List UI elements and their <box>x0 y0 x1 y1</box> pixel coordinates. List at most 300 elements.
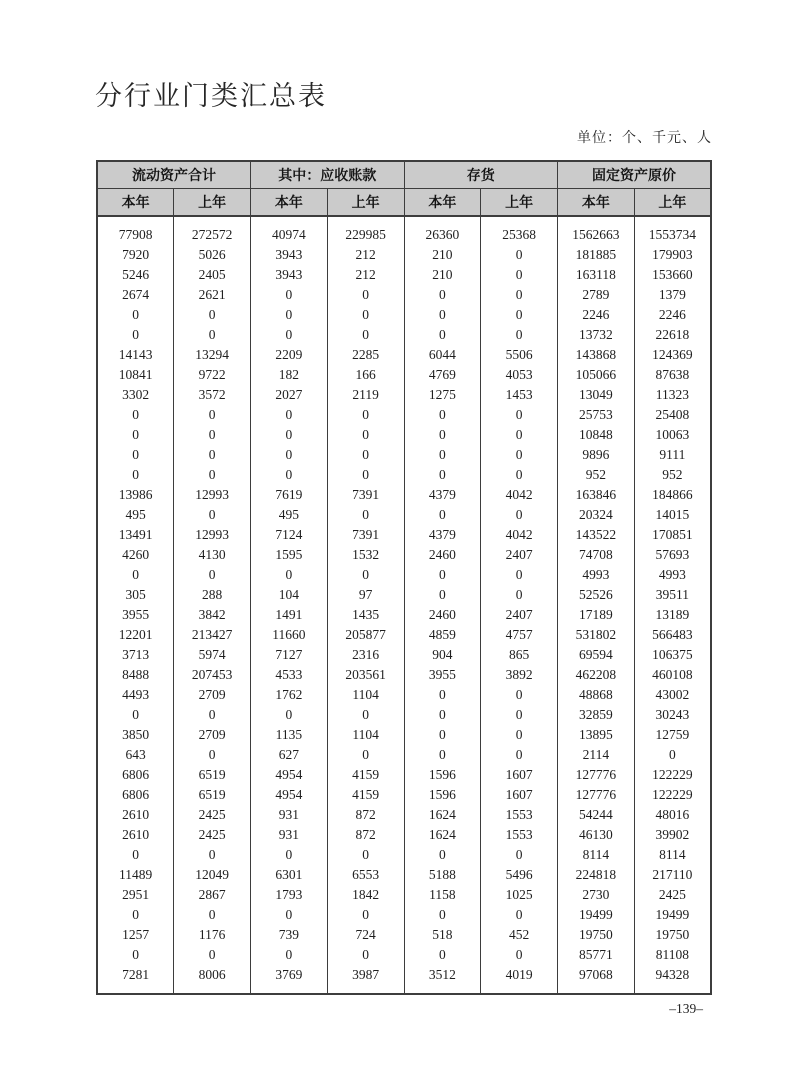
cell: 0 <box>97 445 174 465</box>
cell: 106375 <box>634 645 711 665</box>
cell: 104 <box>251 585 328 605</box>
cell: 0 <box>404 445 481 465</box>
spacer-cell <box>97 985 174 994</box>
cell: 122229 <box>634 765 711 785</box>
cell: 11660 <box>251 625 328 645</box>
table-row <box>97 265 711 285</box>
cell: 4993 <box>558 565 635 585</box>
cell: 13189 <box>634 605 711 625</box>
spacer-cell <box>404 985 481 994</box>
cell: 163118 <box>558 265 635 285</box>
cell: 872 <box>327 825 404 845</box>
spacer-cell <box>634 985 711 994</box>
cell: 4533 <box>251 665 328 685</box>
cell: 2407 <box>481 605 558 625</box>
sub-header: 本年 <box>404 189 481 217</box>
cell: 2316 <box>327 645 404 665</box>
table-row <box>97 925 711 945</box>
cell: 1158 <box>404 885 481 905</box>
cell: 0 <box>327 425 404 445</box>
cell: 143868 <box>558 345 635 365</box>
spacer-cell <box>558 985 635 994</box>
cell: 54244 <box>558 805 635 825</box>
cell: 12993 <box>174 485 251 505</box>
cell: 0 <box>251 305 328 325</box>
cell: 1176 <box>174 925 251 945</box>
cell: 0 <box>174 305 251 325</box>
cell: 0 <box>481 245 558 265</box>
cell: 7619 <box>251 485 328 505</box>
cell: 0 <box>404 685 481 705</box>
cell: 9896 <box>558 445 635 465</box>
cell: 26360 <box>404 225 481 245</box>
cell: 4993 <box>634 565 711 585</box>
cell: 1624 <box>404 805 481 825</box>
cell: 0 <box>251 845 328 865</box>
cell: 2027 <box>251 385 328 405</box>
cell: 9111 <box>634 445 711 465</box>
table-row <box>97 645 711 665</box>
table-row <box>97 565 711 585</box>
cell: 0 <box>481 265 558 285</box>
cell: 11489 <box>97 865 174 885</box>
spacer-cell <box>97 216 174 225</box>
cell: 460108 <box>634 665 711 685</box>
sub-header: 上年 <box>481 189 558 217</box>
cell: 205877 <box>327 625 404 645</box>
cell: 1553 <box>481 825 558 845</box>
unit-label: 单位：个、千元、人 <box>577 131 712 146</box>
cell: 0 <box>327 505 404 525</box>
cell: 1135 <box>251 725 328 745</box>
cell: 14015 <box>634 505 711 525</box>
table-row <box>97 725 711 745</box>
cell: 22618 <box>634 325 711 345</box>
cell: 212 <box>327 245 404 265</box>
cell: 0 <box>251 465 328 485</box>
cell: 0 <box>404 405 481 425</box>
cell: 6519 <box>174 765 251 785</box>
sub-header: 本年 <box>251 189 328 217</box>
table-row <box>97 785 711 805</box>
cell: 0 <box>327 325 404 345</box>
cell: 2709 <box>174 725 251 745</box>
cell: 566483 <box>634 625 711 645</box>
table-row <box>97 365 711 385</box>
cell: 179903 <box>634 245 711 265</box>
cell: 452 <box>481 925 558 945</box>
cell: 9722 <box>174 365 251 385</box>
cell: 2114 <box>558 745 635 765</box>
cell: 0 <box>481 425 558 445</box>
cell: 10841 <box>97 365 174 385</box>
cell: 2425 <box>174 825 251 845</box>
sub-header: 上年 <box>634 189 711 217</box>
cell: 0 <box>97 305 174 325</box>
cell: 48016 <box>634 805 711 825</box>
cell: 0 <box>251 905 328 925</box>
cell: 1553 <box>481 805 558 825</box>
cell: 0 <box>404 305 481 325</box>
cell: 3987 <box>327 965 404 985</box>
cell: 30243 <box>634 705 711 725</box>
table-row <box>97 385 711 405</box>
cell: 2407 <box>481 545 558 565</box>
table-row <box>97 805 711 825</box>
page-number: –139– <box>669 1001 703 1016</box>
cell: 3713 <box>97 645 174 665</box>
cell: 12759 <box>634 725 711 745</box>
cell: 39902 <box>634 825 711 845</box>
cell: 10063 <box>634 425 711 445</box>
cell: 19750 <box>634 925 711 945</box>
cell: 0 <box>251 325 328 345</box>
cell: 0 <box>97 405 174 425</box>
cell: 2951 <box>97 885 174 905</box>
cell: 2405 <box>174 265 251 285</box>
cell: 3850 <box>97 725 174 745</box>
table-row <box>97 345 711 365</box>
cell: 0 <box>481 445 558 465</box>
cell: 207453 <box>174 665 251 685</box>
cell: 931 <box>251 805 328 825</box>
cell: 5496 <box>481 865 558 885</box>
cell: 13986 <box>97 485 174 505</box>
cell: 170851 <box>634 525 711 545</box>
cell: 212 <box>327 265 404 285</box>
cell: 462208 <box>558 665 635 685</box>
cell: 0 <box>97 565 174 585</box>
cell: 0 <box>251 705 328 725</box>
cell: 166 <box>327 365 404 385</box>
cell: 1793 <box>251 885 328 905</box>
cell: 0 <box>634 745 711 765</box>
sub-header: 本年 <box>558 189 635 217</box>
cell: 0 <box>327 565 404 585</box>
cell: 0 <box>481 305 558 325</box>
cell: 6519 <box>174 785 251 805</box>
cell: 13049 <box>558 385 635 405</box>
column-group-current-assets: 流动资产合计 <box>97 161 251 189</box>
cell: 7391 <box>327 485 404 505</box>
column-group-accounts-receivable: 其中：应收账款 <box>251 161 405 189</box>
cell: 39511 <box>634 585 711 605</box>
cell: 5026 <box>174 245 251 265</box>
cell: 20324 <box>558 505 635 525</box>
cell: 2460 <box>404 545 481 565</box>
cell: 0 <box>327 285 404 305</box>
cell: 4159 <box>327 765 404 785</box>
table-row <box>97 905 711 925</box>
cell: 4757 <box>481 625 558 645</box>
table-row <box>97 945 711 965</box>
table-row <box>97 465 711 485</box>
cell: 3943 <box>251 265 328 285</box>
cell: 1453 <box>481 385 558 405</box>
cell: 6806 <box>97 785 174 805</box>
cell: 127776 <box>558 785 635 805</box>
cell: 1435 <box>327 605 404 625</box>
cell: 210 <box>404 245 481 265</box>
cell: 4159 <box>327 785 404 805</box>
cell: 52526 <box>558 585 635 605</box>
cell: 1607 <box>481 765 558 785</box>
cell: 213427 <box>174 625 251 645</box>
cell: 48868 <box>558 685 635 705</box>
cell: 3512 <box>404 965 481 985</box>
cell: 3842 <box>174 605 251 625</box>
cell: 122229 <box>634 785 711 805</box>
cell: 0 <box>404 565 481 585</box>
cell: 2610 <box>97 825 174 845</box>
cell: 14143 <box>97 345 174 365</box>
cell: 127776 <box>558 765 635 785</box>
cell: 931 <box>251 825 328 845</box>
cell: 4859 <box>404 625 481 645</box>
table-body <box>97 216 711 994</box>
table-row <box>97 825 711 845</box>
cell: 1104 <box>327 725 404 745</box>
cell: 7281 <box>97 965 174 985</box>
spacer-cell <box>634 216 711 225</box>
cell: 0 <box>174 745 251 765</box>
cell: 3302 <box>97 385 174 405</box>
cell: 0 <box>481 585 558 605</box>
spacer-cell <box>481 985 558 994</box>
cell: 0 <box>174 505 251 525</box>
cell: 74708 <box>558 545 635 565</box>
table-row <box>97 245 711 265</box>
cell: 8114 <box>558 845 635 865</box>
cell: 4042 <box>481 525 558 545</box>
cell: 2610 <box>97 805 174 825</box>
cell: 10848 <box>558 425 635 445</box>
cell: 0 <box>481 905 558 925</box>
table-row <box>97 545 711 565</box>
cell: 272572 <box>174 225 251 245</box>
cell: 3572 <box>174 385 251 405</box>
cell: 0 <box>404 465 481 485</box>
cell: 7124 <box>251 525 328 545</box>
cell: 0 <box>174 465 251 485</box>
cell: 6044 <box>404 345 481 365</box>
cell: 904 <box>404 645 481 665</box>
cell: 4954 <box>251 765 328 785</box>
cell: 3769 <box>251 965 328 985</box>
spacer-cell <box>251 216 328 225</box>
cell: 0 <box>481 565 558 585</box>
spacer-cell <box>481 216 558 225</box>
cell: 495 <box>251 505 328 525</box>
cell: 0 <box>174 405 251 425</box>
cell: 0 <box>251 445 328 465</box>
cell: 43002 <box>634 685 711 705</box>
cell: 153660 <box>634 265 711 285</box>
table-row <box>97 525 711 545</box>
cell: 25408 <box>634 405 711 425</box>
column-group-fixed-assets: 固定资产原价 <box>558 161 712 189</box>
cell: 87638 <box>634 365 711 385</box>
table-row <box>97 885 711 905</box>
sub-header: 上年 <box>327 189 404 217</box>
cell: 40974 <box>251 225 328 245</box>
cell: 0 <box>97 425 174 445</box>
cell: 2425 <box>634 885 711 905</box>
spacer-row <box>97 985 711 994</box>
cell: 77908 <box>97 225 174 245</box>
cell: 952 <box>634 465 711 485</box>
table-row <box>97 765 711 785</box>
cell: 105066 <box>558 365 635 385</box>
column-group-inventory: 存货 <box>404 161 558 189</box>
spacer-cell <box>327 985 404 994</box>
table-row <box>97 625 711 645</box>
cell: 518 <box>404 925 481 945</box>
cell: 0 <box>251 945 328 965</box>
cell: 97 <box>327 585 404 605</box>
table-row <box>97 225 711 245</box>
table-row <box>97 845 711 865</box>
cell: 224818 <box>558 865 635 885</box>
cell: 85771 <box>558 945 635 965</box>
cell: 1257 <box>97 925 174 945</box>
cell: 0 <box>481 685 558 705</box>
cell: 0 <box>97 325 174 345</box>
cell: 184866 <box>634 485 711 505</box>
cell: 4379 <box>404 525 481 545</box>
table-row <box>97 485 711 505</box>
header-group-row <box>97 161 711 189</box>
table-row <box>97 685 711 705</box>
cell: 4019 <box>481 965 558 985</box>
cell: 97068 <box>558 965 635 985</box>
spacer-cell <box>404 216 481 225</box>
cell: 4769 <box>404 365 481 385</box>
cell: 1624 <box>404 825 481 845</box>
cell: 0 <box>174 905 251 925</box>
cell: 69594 <box>558 645 635 665</box>
cell: 4053 <box>481 365 558 385</box>
cell: 0 <box>327 905 404 925</box>
table-row <box>97 325 711 345</box>
spacer-cell <box>174 216 251 225</box>
cell: 12049 <box>174 865 251 885</box>
cell: 0 <box>327 945 404 965</box>
cell: 0 <box>481 505 558 525</box>
cell: 1562663 <box>558 225 635 245</box>
cell: 5188 <box>404 865 481 885</box>
cell: 6301 <box>251 865 328 885</box>
cell: 2119 <box>327 385 404 405</box>
cell: 6553 <box>327 865 404 885</box>
cell: 13294 <box>174 345 251 365</box>
table-row <box>97 605 711 625</box>
cell: 8114 <box>634 845 711 865</box>
cell: 0 <box>327 845 404 865</box>
cell: 124369 <box>634 345 711 365</box>
spacer-row <box>97 216 711 225</box>
cell: 3892 <box>481 665 558 685</box>
table-row <box>97 585 711 605</box>
cell: 0 <box>174 425 251 445</box>
cell: 0 <box>404 425 481 445</box>
cell: 19499 <box>634 905 711 925</box>
cell: 1553734 <box>634 225 711 245</box>
cell: 181885 <box>558 245 635 265</box>
cell: 0 <box>174 445 251 465</box>
cell: 81108 <box>634 945 711 965</box>
cell: 0 <box>251 285 328 305</box>
cell: 4042 <box>481 485 558 505</box>
table-row <box>97 445 711 465</box>
cell: 2674 <box>97 285 174 305</box>
cell: 0 <box>481 845 558 865</box>
cell: 210 <box>404 265 481 285</box>
cell: 19499 <box>558 905 635 925</box>
cell: 2285 <box>327 345 404 365</box>
cell: 2867 <box>174 885 251 905</box>
sub-header: 本年 <box>97 189 174 217</box>
cell: 13491 <box>97 525 174 545</box>
cell: 46130 <box>558 825 635 845</box>
cell: 0 <box>251 565 328 585</box>
cell: 12993 <box>174 525 251 545</box>
cell: 0 <box>404 285 481 305</box>
cell: 1025 <box>481 885 558 905</box>
cell: 4493 <box>97 685 174 705</box>
cell: 0 <box>97 945 174 965</box>
cell: 57693 <box>634 545 711 565</box>
cell: 0 <box>97 705 174 725</box>
cell: 19750 <box>558 925 635 945</box>
cell: 0 <box>327 445 404 465</box>
spacer-cell <box>558 216 635 225</box>
table-row <box>97 305 711 325</box>
table-row <box>97 745 711 765</box>
cell: 643 <box>97 745 174 765</box>
cell: 5974 <box>174 645 251 665</box>
cell: 0 <box>481 745 558 765</box>
cell: 8488 <box>97 665 174 685</box>
cell: 0 <box>327 405 404 425</box>
cell: 25368 <box>481 225 558 245</box>
cell: 11323 <box>634 385 711 405</box>
cell: 0 <box>327 305 404 325</box>
cell: 229985 <box>327 225 404 245</box>
cell: 724 <box>327 925 404 945</box>
cell: 2621 <box>174 285 251 305</box>
cell: 2246 <box>558 305 635 325</box>
cell: 0 <box>174 565 251 585</box>
cell: 0 <box>481 465 558 485</box>
table-row <box>97 965 711 985</box>
cell: 0 <box>174 945 251 965</box>
cell: 1595 <box>251 545 328 565</box>
cell: 952 <box>558 465 635 485</box>
cell: 32859 <box>558 705 635 725</box>
cell: 7920 <box>97 245 174 265</box>
cell: 4379 <box>404 485 481 505</box>
cell: 1762 <box>251 685 328 705</box>
cell: 739 <box>251 925 328 945</box>
summary-table <box>96 160 712 995</box>
cell: 305 <box>97 585 174 605</box>
table-header <box>97 161 711 216</box>
cell: 0 <box>251 425 328 445</box>
cell: 0 <box>251 405 328 425</box>
cell: 1532 <box>327 545 404 565</box>
cell: 13895 <box>558 725 635 745</box>
